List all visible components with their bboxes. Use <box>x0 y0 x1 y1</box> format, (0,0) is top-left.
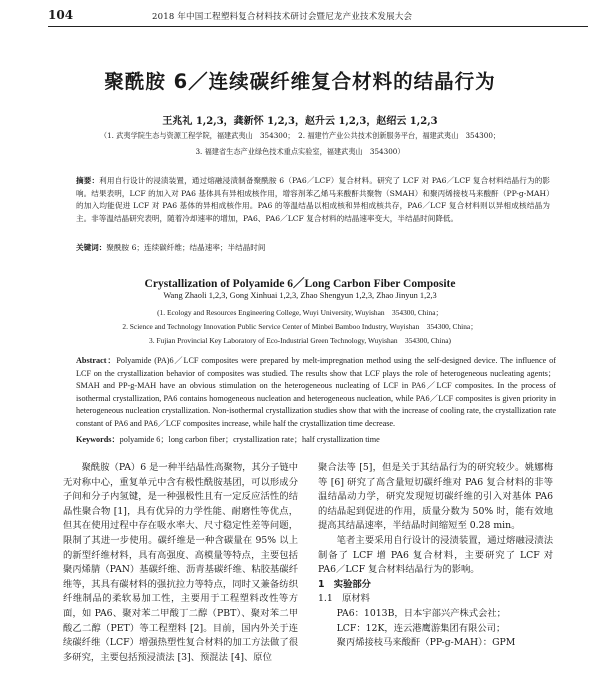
abstract-english-label: Abstract： <box>76 356 117 365</box>
affiliation-english-line-2: 2. Science and Technology Innovation Public Service Center of Minbei Bamboo Industry, Wuyishan 354300, China； <box>122 322 478 331</box>
page-number: 104 <box>48 8 74 22</box>
running-header <box>48 4 588 27</box>
abstract-english <box>76 355 556 431</box>
keywords-chinese-text: 聚酰胺 6；连续碳纤维；结晶速率；半结晶时间 <box>106 243 266 252</box>
authors-english: Wang Zhaoli 1,2,3, Gong Xinhuai 1,2,3, Zhao Shengyun 1,2,3, Zhao Jinyun 1,2,3 <box>163 291 437 300</box>
abstract-chinese-label: 摘要： <box>76 176 100 185</box>
title-english: Crystallization of Polyamide 6／Long Carbon Fiber Composite <box>144 278 456 290</box>
affiliation-english-line-1: (1. Ecology and Resources Engineering College, Wuyi University, Wuyishan 354300, China； <box>157 308 443 317</box>
material-item: 聚丙烯接枝马来酸酐（PP-g-MAH）：GPM <box>336 637 516 649</box>
keywords-english-label: Keywords： <box>76 435 120 444</box>
affiliation-chinese-line-2: 3. 福建省生态产业绿色技术重点实验室，福建武夷山 354300） <box>195 147 405 156</box>
abstract-english-text: Polyamide (PA)6／LCF composites were prepared by melt-impregnation method using the self-designed device. The influence of LCF on the crystallization behavior of composites was studied. The results show that LCF plays the role of heterogeneous nucleating agents；SMAH and PP-g-MAH have an obvious stimulation on the heterogeneous nucleating of LCF in PA6／LCF composites. In the process of isothermal crystallization, PA6 contains homogeneous nucleation and heterogeneous nucleation, while PA6／LCF composites is given priority in heterogeneous nucleation crystallization. Non-isothermal crystallization studies show that with the increase of cooling rate, the crystallization rate constant of PA6 and PA6／LCF composites increase, while half the crystallization time decrease. <box>76 356 556 428</box>
keywords-chinese <box>76 242 550 253</box>
intro-paragraph-1: 聚酰胺（PA）6 是一种半结晶性高聚物，其分子链中无对称中心，重复单元中含有极性酰胺基团，可以形成分子间和分子内氢键，是一种强极性且有一定反应活性的结晶性聚合物 [1]，具有优异的力学性能、耐磨性等优点，但其在使用过程中存在吸水率大、尺寸稳定性差等问题，限制了其进一步使用。碳纤维是一种含碳量在 95% 以上的新型纤维材料，具有高强度、高模量等特点，主要包括聚丙烯腈（PAN）基碳纤维、沥青基碳纤维、粘胶基碳纤维等，其具有碳材料的强抗拉力等特点，同时又兼备纺织纤维制品的柔软易加工性，主要用于工程塑料改性等方面，如 PA6、聚对苯二甲酸丁二醇（PBT）、聚对苯二甲酸乙二醇（PET）等工程塑料 [2]。目前，国内外关于连续碳纤维（LCF）增强热塑性复合材料的加工方法做了很多研究，主要包括预浸渍法 [3]、预混法 [4]、原位 <box>63 462 298 663</box>
intro-paragraph-continued: 聚合法等 [5]，但是关于其结晶行为的研究较少。姚娜梅等 [6] 研究了高含量短切碳纤维对 PA6 复合材料的非等温结晶动力学，研究发现短切碳纤维的引入对基体 PA6 的结晶起到促进的作用，质量分数为 50% 时，能有效地提高其结晶速率，半结晶时间缩短至 0.28 min。 <box>318 462 553 532</box>
section-heading-experimental: 1 实验部分 <box>318 578 371 590</box>
body-column-right <box>318 461 553 651</box>
affiliation-english-line-3: 3. Fujian Provincial Key Laboratory of Eco-Industrial Green Technology, Wuyishan 354300, China) <box>149 336 451 345</box>
abstract-chinese-text: 利用自行设计的浸渍装置，通过熔融浸渍制备聚酰胺 6（PA6／LCF）复合材料。研究了 LCF 对 PA6／LCF 复合材料结晶行为的影响。结果表明，LCF 的加入对 PA6 基体具有异相成核作用，增容剂苯乙烯马来酸酐共聚物（SMAH）和聚丙烯接枝马来酸酐（PP-g-MAH）的加入均能促进 LCF 对 PA6 基体的异相成核作用。PA6 的等温结晶以相成核和异相成核共存，PA6／LCF 复合材料则以异相成核结晶为主。非等温结晶研究表明，随着冷却速率的增加，PA6、PA6／LCF 复合材料的结晶速率变大，半结晶时间降低。 <box>76 176 551 224</box>
affiliation-chinese-line-1: （1. 武夷学院生态与资源工程学院，福建武夷山 354300； 2. 福建竹产业公共技术创新服务平台，福建武夷山 354300； <box>99 131 501 140</box>
title-chinese: 聚酰胺 6／连续碳纤维复合材料的结晶行为 <box>104 70 496 93</box>
subsection-heading-materials: 1.1 原材料 <box>318 593 370 605</box>
authors-chinese: 王兆礼 1,2,3，龚新怀 1,2,3，赵升云 1,2,3，赵绍云 1,2,3 <box>162 116 438 127</box>
running-title: 2018 年中国工程塑料复合材料技术研讨会暨尼龙产业技术发展大会 <box>152 12 413 22</box>
material-item: LCF：12K，连云港鹰游集团有限公司； <box>336 622 506 634</box>
abstract-chinese <box>76 175 550 226</box>
body-column-left <box>63 461 298 665</box>
keywords-english-text: polyamide 6；long carbon fiber；crystallization rate；half crystallization time <box>119 435 380 444</box>
intro-paragraph-2: 笔者主要采用自行设计的浸渍装置，通过熔融浸渍法制备了 LCF 增 PA6 复合材料，主要研究了 LCF 对 PA6／LCF 复合材料结晶行为的影响。 <box>318 534 553 576</box>
keywords-english <box>76 434 556 445</box>
material-item: PA6：1013B，日本宇部兴产株式会社； <box>336 607 506 619</box>
keywords-chinese-label: 关键词： <box>76 243 107 252</box>
